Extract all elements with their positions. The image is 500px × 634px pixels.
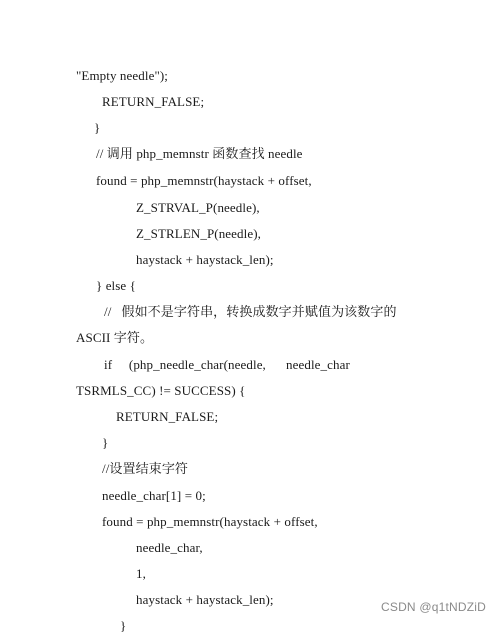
code-line: haystack + haystack_len); xyxy=(136,592,274,607)
code-line: RETURN_FALSE; xyxy=(102,94,205,109)
code-comment-line: //设置结束字符 xyxy=(102,461,189,476)
code-line: needle_char[1] = 0; xyxy=(102,488,206,503)
code-line: needle_char, xyxy=(136,540,203,555)
code-line: "Empty needle"); xyxy=(76,68,168,83)
code-line: Z_STRVAL_P(needle), xyxy=(136,200,260,215)
code-comment-line: // 调用 php_memnstr 函数查找 needle xyxy=(96,146,303,161)
code-line: } else { xyxy=(96,278,136,293)
code-line: haystack + haystack_len); xyxy=(136,252,274,267)
code-line: found = php_memnstr(haystack + offset, xyxy=(96,173,312,188)
code-line: TSRMLS_CC) != SUCCESS) { xyxy=(76,383,246,398)
code-line: } xyxy=(102,435,109,450)
code-comment-line: // 假如不是字符串，转换成数字并赋值为该数字的 xyxy=(104,304,397,319)
code-line: 1, xyxy=(136,566,146,581)
code-line: } xyxy=(94,120,101,135)
code-line: Z_STRLEN_P(needle), xyxy=(136,226,262,241)
code-line: found = php_memnstr(haystack + offset, xyxy=(102,514,318,529)
code-line: if (php_needle_char(needle, needle_char xyxy=(104,357,350,372)
code-line: RETURN_FALSE; xyxy=(116,409,219,424)
watermark: CSDN @q1tNDZiD xyxy=(381,600,486,614)
cutoff-brace: } xyxy=(120,618,127,633)
code-comment-line: ASCII 字符。 xyxy=(76,330,154,345)
